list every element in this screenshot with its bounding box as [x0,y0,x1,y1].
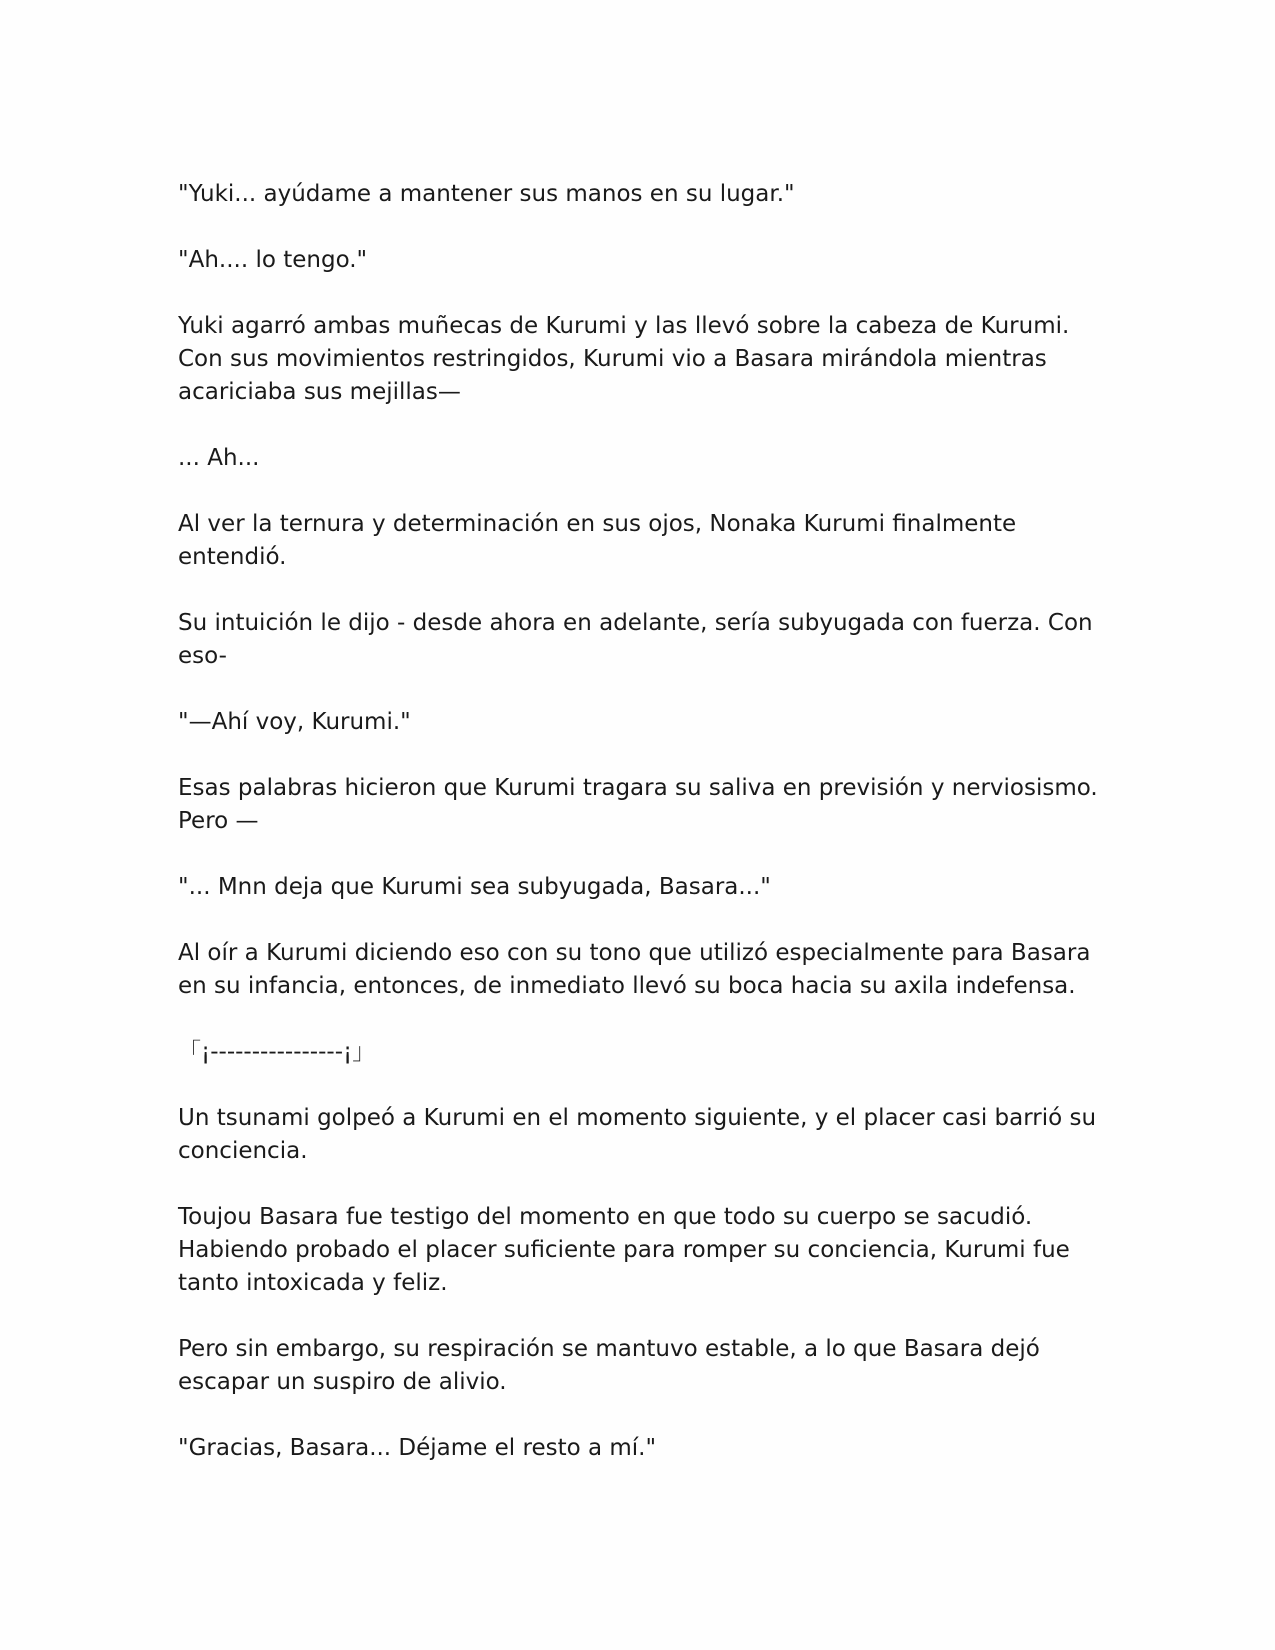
paragraph: "—Ahí voy, Kurumi." [178,709,411,735]
paragraph: "... Mnn deja que Kurumi sea subyugada, Basara..." [178,874,771,900]
paragraph: Esas palabras hicieron que Kurumi tragara su saliva en previsión y nerviosismo. Pero — [178,775,1098,834]
paragraph: ... Ah... [178,445,260,471]
paragraph: 「¡----------------¡」 [178,1039,376,1065]
paragraph: Su intuición le dijo - desde ahora en adelante, sería subyugada con fuerza. Con eso- [178,610,1093,669]
paragraph: Pero sin embargo, su respiración se mantuvo estable, a lo que Basara dejó escapar un suspiro de alivio. [178,1336,1040,1395]
paragraph: "Gracias, Basara... Déjame el resto a mí." [178,1435,657,1461]
paragraph: Yuki agarró ambas muñecas de Kurumi y las llevó sobre la cabeza de Kurumi. Con sus movimientos restringidos, Kurumi vio a Basara mirándola mientras acariciaba sus mejillas— [178,313,1070,405]
paragraph: Toujou Basara fue testigo del momento en que todo su cuerpo se sacudió. Habiendo probado el placer suficiente para romper su conciencia, Kurumi fue tanto intoxicada y feliz. [178,1204,1070,1296]
paragraph: "Yuki... ayúdame a mantener sus manos en su lugar." [178,181,795,207]
paragraph: Al ver la ternura y determinación en sus ojos, Nonaka Kurumi finalmente entendió. [178,511,1017,570]
paragraph: Un tsunami golpeó a Kurumi en el momento siguiente, y el placer casi barrió su conciencia. [178,1105,1097,1164]
document-body [178,178,1108,1498]
paragraph: "Ah.... lo tengo." [178,247,368,273]
paragraph: Al oír a Kurumi diciendo eso con su tono que utilizó especialmente para Basara en su infancia, entonces, de inmediato llevó su boca hacia su axila indefensa. [178,940,1091,999]
